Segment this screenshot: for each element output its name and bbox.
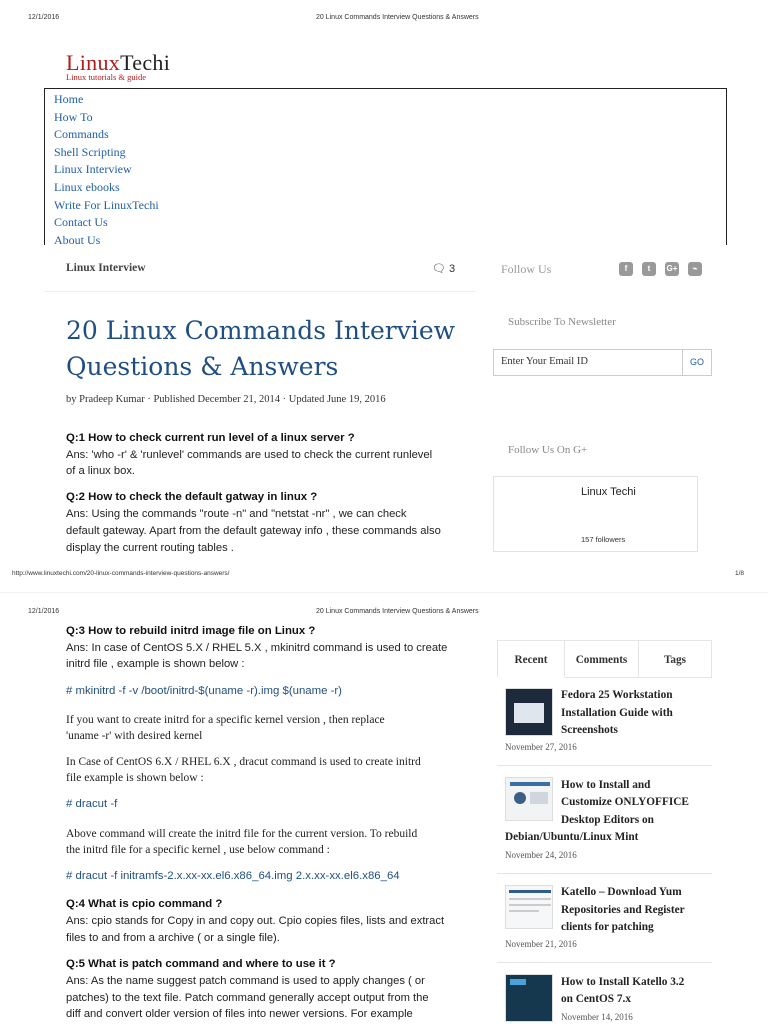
answer-3-line-1: Ans: In case of CentOS 5.X / RHEL 5.X , mkinitrd command is used to create <box>66 642 448 654</box>
post-title-4-line-1[interactable]: How to Install Katello 3.2 <box>561 976 685 988</box>
post-thumbnail[interactable] <box>505 885 553 929</box>
post-divider <box>497 962 712 963</box>
answer-4-line-1: Ans: cpio stands for Copy in and copy out. Cpio copies files, lists and extract <box>66 915 445 927</box>
answer-2-line-2: default gateway. Apart from the default gateway info , these commands also <box>66 525 441 537</box>
comment-count[interactable]: 🗨 3 <box>432 263 456 275</box>
gplus-label: Follow Us On G+ <box>508 444 588 456</box>
paragraph-3c-line-2: the initrd file for a specific kernel , use below command : <box>66 844 330 856</box>
google-plus-icon[interactable]: G+ <box>665 262 679 276</box>
post-title-1-line-1[interactable]: Fedora 25 Workstation <box>561 689 673 701</box>
post-date-1: November 27, 2016 <box>505 742 577 752</box>
subscribe-go-button[interactable]: GO <box>683 349 712 376</box>
logo-text: LinuxTechi <box>66 50 171 75</box>
nav-about-us[interactable]: About Us <box>54 232 101 247</box>
print-date: 12/1/2016 <box>28 14 60 21</box>
email-placeholder: Enter Your Email ID <box>501 356 588 367</box>
post-date-3: November 21, 2016 <box>505 939 577 949</box>
post-title-2-line-4[interactable]: Debian/Ubuntu/Linux Mint <box>505 831 639 843</box>
divider <box>44 291 476 292</box>
post-title-4-line-2[interactable]: on CentOS 7.x <box>561 993 631 1005</box>
article-title-line-1: 20 Linux Commands Interview <box>66 316 456 345</box>
main-nav <box>44 88 727 245</box>
nav-shell-scripting[interactable]: Shell Scripting <box>54 144 126 159</box>
post-thumbnail[interactable] <box>505 974 553 1022</box>
nav-linux-ebooks[interactable]: Linux ebooks <box>54 179 120 194</box>
post-divider <box>497 765 712 766</box>
nav-how-to[interactable]: How To <box>54 109 93 124</box>
post-date-2: November 24, 2016 <box>505 850 577 860</box>
post-thumbnail[interactable] <box>505 777 553 821</box>
category-link[interactable]: Linux Interview <box>66 262 146 274</box>
page-break <box>0 592 768 593</box>
footer-page-number: 1/8 <box>735 570 745 577</box>
newsletter-label: Subscribe To Newsletter <box>508 316 616 328</box>
follow-us-label: Follow Us <box>501 262 552 276</box>
command-dracut-kernel: # dracut -f initramfs-2.x.xx-xx.el6.x86_64.img 2.x.xx-xx.el6.x86_64 <box>66 870 400 882</box>
tab-recent[interactable]: Recent <box>497 640 565 678</box>
footer-url: http://www.linuxtechi.com/20-linux-commands-interview-questions-answers/ <box>12 570 230 577</box>
answer-2-line-3: display the current routing tables . <box>66 542 234 554</box>
article-title-line-2: Questions & Answers <box>66 352 339 381</box>
post-thumbnail[interactable] <box>505 688 553 736</box>
logo-tagline: Linux tutorials & guide <box>66 72 147 82</box>
answer-3-line-2: initrd file , example is shown below : <box>66 658 245 670</box>
print-date-2: 12/1/2016 <box>28 608 60 615</box>
print-title: 20 Linux Commands Interview Questions & Answers <box>316 14 479 21</box>
twitter-icon[interactable]: t <box>642 262 656 276</box>
post-title-1-line-2[interactable]: Installation Guide with <box>561 707 673 719</box>
paragraph-3b-line-1: In Case of CentOS 6.X / RHEL 6.X , dracut command is used to create initrd <box>66 756 421 768</box>
email-input[interactable] <box>493 349 683 376</box>
gplus-followers: 157 followers <box>581 535 626 544</box>
paragraph-3b-line-2: file example is shown below : <box>66 772 204 784</box>
post-title-2-line-1[interactable]: How to Install and <box>561 779 651 791</box>
paragraph-3a-line-1: If you want to create initrd for a specific kernel version , then replace <box>66 714 385 726</box>
comments-icon: 🗨 <box>432 263 446 275</box>
tab-tags[interactable]: Tags <box>639 640 712 678</box>
post-title-1-line-3[interactable]: Screenshots <box>561 724 618 736</box>
post-title-3-line-1[interactable]: Katello – Download Yum <box>561 886 682 898</box>
nav-write-for-linuxtechi[interactable]: Write For LinuxTechi <box>54 197 159 212</box>
answer-5-line-3: diff and convert older version of files into newer versions. For example <box>66 1008 413 1020</box>
tab-comments[interactable]: Comments <box>565 640 639 678</box>
command-mkinitrd: # mkinitrd -f -v /boot/initrd-$(uname -r).img $(uname -r) <box>66 685 342 697</box>
paragraph-3a-line-2: 'uname -r' with desired kernel <box>66 730 203 742</box>
nav-contact-us[interactable]: Contact Us <box>54 215 108 230</box>
paragraph-3c-line-1: Above command will create the initrd file for the current version. To rebuild <box>66 828 418 840</box>
print-title-2: 20 Linux Commands Interview Questions & Answers <box>316 608 479 615</box>
command-dracut: # dracut -f <box>66 798 118 810</box>
question-4: Q:4 What is cpio command ? <box>66 898 223 910</box>
post-title-3-line-2[interactable]: Repositories and Register <box>561 904 685 916</box>
article-meta: by Pradeep Kumar · Published December 21, 2014 · Updated June 19, 2016 <box>66 394 386 405</box>
gplus-name: Linux Techi <box>581 486 636 498</box>
rss-icon[interactable]: ⌁ <box>688 262 702 276</box>
answer-1-line-1: Ans: 'who -r' & 'runlevel' commands are used to check the current runlevel <box>66 449 433 461</box>
question-5: Q:5 What is patch command and where to use it ? <box>66 958 336 970</box>
post-title-2-line-3[interactable]: Desktop Editors on <box>561 814 654 826</box>
question-3: Q:3 How to rebuild initrd image file on Linux ? <box>66 625 316 637</box>
nav-linux-interview[interactable]: Linux Interview <box>54 162 132 177</box>
answer-4-line-2: files to and from a archive ( or a single file). <box>66 932 280 944</box>
question-2: Q:2 How to check the default gatway in linux ? <box>66 491 318 503</box>
facebook-icon[interactable]: f <box>619 262 633 276</box>
question-1: Q:1 How to check current run level of a linux server ? <box>66 432 355 444</box>
social-icons <box>619 262 702 276</box>
post-divider <box>497 873 712 874</box>
nav-home[interactable]: Home <box>54 92 84 106</box>
post-date-4: November 14, 2016 <box>561 1012 633 1022</box>
post-title-3-line-3[interactable]: clients for patching <box>561 921 654 933</box>
answer-2-line-1: Ans: Using the commands "route -n" and "netstat -nr" , we can check <box>66 508 407 520</box>
post-title-2-line-2[interactable]: Customize ONLYOFFICE <box>561 796 689 808</box>
answer-5-line-2: patches) to the text file. Patch command generally accept output from the <box>66 992 429 1004</box>
answer-1-line-2: of a linux box. <box>66 465 136 477</box>
nav-commands[interactable]: Commands <box>54 127 109 142</box>
sidebar-tabs <box>497 640 712 678</box>
gplus-widget[interactable] <box>493 476 698 552</box>
answer-5-line-1: Ans: As the name suggest patch command is used to apply changes ( or <box>66 975 425 987</box>
